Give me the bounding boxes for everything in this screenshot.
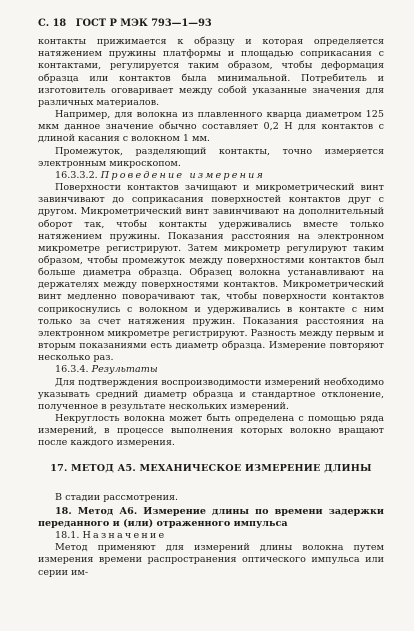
paragraph-example: Например, для волокна из плавленного кварца диаметром 125 мкм данное значение обычно составляет 0,2 Н для контактов с длиной касания с волокном 1 мм. xyxy=(38,109,384,145)
section-17-title: 17. МЕТОД А5. МЕХАНИЧЕСКОЕ ИЗМЕРЕНИЕ ДЛИНЫ xyxy=(50,463,372,475)
subsection-title: Проведение измерения xyxy=(100,169,266,181)
paragraph-gap: Промежуток, разделяющий контакты, точно измеряется электронным микроскопом. xyxy=(38,145,384,169)
subsection-heading-results xyxy=(38,364,384,376)
paragraph-section-17: В стадии рассмотрения. xyxy=(55,491,179,503)
paragraph-contact-pressure: контакты прижимается к образцу и которая определяется натяжением пружины платформы и площадью соприкасания с контактами, регулируется таким образом, чтобы деформация образца или контактов была минимальной. Потребитель и изготовитель оговаривает между собой указанные значения для различных материалов. xyxy=(38,36,384,108)
section-number: 18. Метод А6. xyxy=(55,505,138,517)
subsection-number: 16.3.3.2. xyxy=(55,169,98,181)
paragraph-procedure: Поверхности контактов зачищают и микрометрический винт завинчивают до соприкасания поверхностей контактов друг с другом. Микрометрический винт завинчивают на дополнительный оборот так, чтобы контакты удерживались вместе только натяжением пружины. Показания расстояния на электронном микрометре регистрируют. Затем микрометр регулируют таким образом, чтобы промежуток между поверхностями контактов был больше диаметра образца. Образец волокна устанавливают на держателях между поверхностями контактов. Микрометрический винт медленно поворачивают так, чтобы поверхности контактов соприкоснулись с волокном и удерживались в контакте с ним только за счет натяжения пружин. Показания расстояния на электронном микрометре регистрируют. Разность между первым и вторым показаниями есть диаметр образца. Измерение повторяют несколько раз. xyxy=(38,182,384,364)
subsection-heading-procedure xyxy=(38,170,384,182)
subsection-heading-purpose xyxy=(38,530,384,542)
paragraph-results: Для подтверждения воспроизводимости измерений необходимо указывать средний диаметр образца и стандартное отклонение, полученное в результате нескольких измерений. xyxy=(38,376,384,412)
subsection-number: 16.3.4. xyxy=(55,364,89,376)
page-header xyxy=(38,18,384,30)
subsection-number: 18.1. xyxy=(55,530,80,542)
standard-designation: ГОСТ Р МЭК 793—1—93 xyxy=(75,18,212,29)
page-number: С. 18 xyxy=(38,18,67,29)
subsection-title: Назначение xyxy=(82,530,167,542)
paragraph-purpose: Метод применяют для измерений длины волокна путем измерения времени распространения оптического импульса или серии им- xyxy=(38,542,384,578)
section-title: Измерение длины по времени задержки переданного и (или) отраженного импульса xyxy=(38,505,385,529)
section-18-title xyxy=(38,506,384,530)
subsection-title: Результаты xyxy=(91,364,158,376)
paragraph-noncircularity: Некруглость волокна может быть определена с помощью ряда измерений, в процессе выполнения которых волокно вращают после каждого измерения. xyxy=(38,413,384,449)
